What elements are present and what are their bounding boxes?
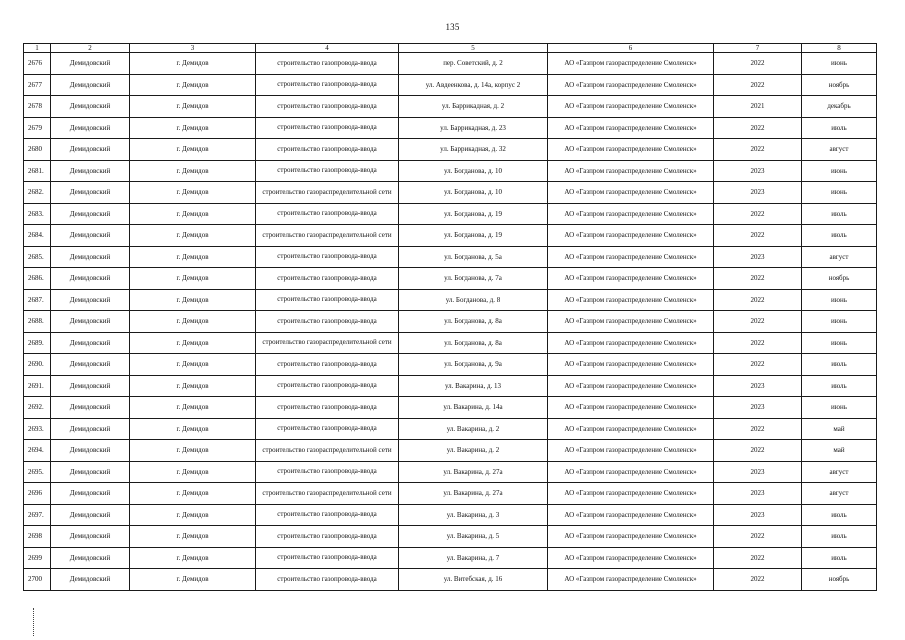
- organization-cell: АО «Газпром газораспределение Смоленск»: [548, 268, 714, 290]
- row-number: 2678: [24, 96, 51, 118]
- column-header-8: 8: [802, 44, 877, 53]
- month-cell: май: [802, 418, 877, 440]
- district-cell: Демидовский: [51, 397, 130, 419]
- column-header-3: 3: [130, 44, 256, 53]
- table-row: [24, 74, 877, 96]
- work-type-cell: строительство газопровода-ввода: [256, 117, 399, 139]
- district-cell: Демидовский: [51, 289, 130, 311]
- table-row: [24, 418, 877, 440]
- row-number: 2693.: [24, 418, 51, 440]
- organization-cell: АО «Газпром газораспределение Смоленск»: [548, 74, 714, 96]
- header-row: [24, 44, 877, 53]
- work-type-cell: строительство газопровода-ввода: [256, 139, 399, 161]
- town-cell: г. Демидов: [130, 418, 256, 440]
- gasification-schedule-table: [23, 43, 877, 591]
- row-number: 2676: [24, 53, 51, 75]
- town-cell: г. Демидов: [130, 203, 256, 225]
- work-type-cell: строительство газопровода-ввода: [256, 203, 399, 225]
- table-row: [24, 246, 877, 268]
- district-cell: Демидовский: [51, 504, 130, 526]
- district-cell: Демидовский: [51, 139, 130, 161]
- work-type-cell: строительство газопровода-ввода: [256, 418, 399, 440]
- district-cell: Демидовский: [51, 160, 130, 182]
- work-type-cell: строительство газопровода-ввода: [256, 504, 399, 526]
- row-number: 2685.: [24, 246, 51, 268]
- table-row: [24, 96, 877, 118]
- organization-cell: АО «Газпром газораспределение Смоленск»: [548, 225, 714, 247]
- town-cell: г. Демидов: [130, 53, 256, 75]
- year-cell: 2023: [714, 483, 802, 505]
- organization-cell: АО «Газпром газораспределение Смоленск»: [548, 375, 714, 397]
- organization-cell: АО «Газпром газораспределение Смоленск»: [548, 311, 714, 333]
- table-row: [24, 375, 877, 397]
- address-cell: ул. Богданова, д. 19: [399, 203, 548, 225]
- district-cell: Демидовский: [51, 418, 130, 440]
- work-type-cell: строительство газопровода-ввода: [256, 547, 399, 569]
- organization-cell: АО «Газпром газораспределение Смоленск»: [548, 96, 714, 118]
- table-row: [24, 289, 877, 311]
- address-cell: ул. Богданова, д. 10: [399, 160, 548, 182]
- address-cell: ул. Вакарина, д. 3: [399, 504, 548, 526]
- address-cell: ул. Вакарина, д. 27а: [399, 483, 548, 505]
- year-cell: 2022: [714, 440, 802, 462]
- work-type-cell: строительство газопровода-ввода: [256, 354, 399, 376]
- district-cell: Демидовский: [51, 117, 130, 139]
- work-type-cell: строительство газопровода-ввода: [256, 375, 399, 397]
- month-cell: июнь: [802, 311, 877, 333]
- row-number: 2699: [24, 547, 51, 569]
- work-type-cell: строительство газораспределительной сети: [256, 332, 399, 354]
- district-cell: Демидовский: [51, 96, 130, 118]
- town-cell: г. Демидов: [130, 483, 256, 505]
- table-row: [24, 461, 877, 483]
- table-row: [24, 332, 877, 354]
- town-cell: г. Демидов: [130, 225, 256, 247]
- district-cell: Демидовский: [51, 526, 130, 548]
- month-cell: июль: [802, 547, 877, 569]
- month-cell: август: [802, 483, 877, 505]
- table-row: [24, 182, 877, 204]
- town-cell: г. Демидов: [130, 397, 256, 419]
- town-cell: г. Демидов: [130, 289, 256, 311]
- organization-cell: АО «Газпром газораспределение Смоленск»: [548, 289, 714, 311]
- month-cell: июнь: [802, 289, 877, 311]
- town-cell: г. Демидов: [130, 268, 256, 290]
- district-cell: Демидовский: [51, 483, 130, 505]
- column-header-6: 6: [548, 44, 714, 53]
- address-cell: ул. Богданова, д. 8: [399, 289, 548, 311]
- address-cell: ул. Вакарина, д. 13: [399, 375, 548, 397]
- district-cell: Демидовский: [51, 74, 130, 96]
- table-row: [24, 483, 877, 505]
- table-row: [24, 547, 877, 569]
- district-cell: Демидовский: [51, 440, 130, 462]
- year-cell: 2022: [714, 117, 802, 139]
- district-cell: Демидовский: [51, 547, 130, 569]
- organization-cell: АО «Газпром газораспределение Смоленск»: [548, 440, 714, 462]
- row-number: 2688.: [24, 311, 51, 333]
- row-number: 2695.: [24, 461, 51, 483]
- organization-cell: АО «Газпром газораспределение Смоленск»: [548, 203, 714, 225]
- month-cell: июнь: [802, 182, 877, 204]
- year-cell: 2022: [714, 53, 802, 75]
- district-cell: Демидовский: [51, 461, 130, 483]
- column-header-7: 7: [714, 44, 802, 53]
- town-cell: г. Демидов: [130, 160, 256, 182]
- address-cell: ул. Богданова, д. 7а: [399, 268, 548, 290]
- work-type-cell: строительство газопровода-ввода: [256, 461, 399, 483]
- address-cell: ул. Вакарина, д. 27а: [399, 461, 548, 483]
- town-cell: г. Демидов: [130, 504, 256, 526]
- district-cell: Демидовский: [51, 569, 130, 591]
- town-cell: г. Демидов: [130, 117, 256, 139]
- table-row: [24, 225, 877, 247]
- year-cell: 2022: [714, 225, 802, 247]
- town-cell: г. Демидов: [130, 332, 256, 354]
- table-row: [24, 117, 877, 139]
- town-cell: г. Демидов: [130, 182, 256, 204]
- row-number: 2679: [24, 117, 51, 139]
- address-cell: ул. Вакарина, д. 7: [399, 547, 548, 569]
- row-number: 2677: [24, 74, 51, 96]
- organization-cell: АО «Газпром газораспределение Смоленск»: [548, 332, 714, 354]
- table-header: [24, 44, 877, 53]
- table-row: [24, 354, 877, 376]
- address-cell: ул. Баррикадная, д. 32: [399, 139, 548, 161]
- address-cell: ул. Богданова, д. 10: [399, 182, 548, 204]
- work-type-cell: строительство газопровода-ввода: [256, 96, 399, 118]
- town-cell: г. Демидов: [130, 246, 256, 268]
- organization-cell: АО «Газпром газораспределение Смоленск»: [548, 160, 714, 182]
- district-cell: Демидовский: [51, 332, 130, 354]
- address-cell: ул. Богданова, д. 8а: [399, 311, 548, 333]
- year-cell: 2022: [714, 354, 802, 376]
- year-cell: 2023: [714, 375, 802, 397]
- work-type-cell: строительство газопровода-ввода: [256, 569, 399, 591]
- year-cell: 2023: [714, 504, 802, 526]
- work-type-cell: строительство газораспределительной сети: [256, 225, 399, 247]
- column-header-4: 4: [256, 44, 399, 53]
- month-cell: ноябрь: [802, 569, 877, 591]
- town-cell: г. Демидов: [130, 569, 256, 591]
- year-cell: 2022: [714, 203, 802, 225]
- organization-cell: АО «Газпром газораспределение Смоленск»: [548, 461, 714, 483]
- district-cell: Демидовский: [51, 311, 130, 333]
- row-number: 2696: [24, 483, 51, 505]
- address-cell: ул. Вакарина, д. 2: [399, 440, 548, 462]
- row-number: 2686.: [24, 268, 51, 290]
- month-cell: май: [802, 440, 877, 462]
- work-type-cell: строительство газопровода-ввода: [256, 74, 399, 96]
- page-number: 135: [445, 22, 460, 32]
- address-cell: ул. Баррикадная, д. 23: [399, 117, 548, 139]
- year-cell: 2021: [714, 96, 802, 118]
- month-cell: ноябрь: [802, 268, 877, 290]
- month-cell: ноябрь: [802, 74, 877, 96]
- month-cell: август: [802, 246, 877, 268]
- work-type-cell: строительство газопровода-ввода: [256, 526, 399, 548]
- row-number: 2689.: [24, 332, 51, 354]
- month-cell: июль: [802, 504, 877, 526]
- row-number: 2698: [24, 526, 51, 548]
- district-cell: Демидовский: [51, 246, 130, 268]
- table-row: [24, 440, 877, 462]
- work-type-cell: строительство газопровода-ввода: [256, 53, 399, 75]
- month-cell: август: [802, 139, 877, 161]
- year-cell: 2022: [714, 289, 802, 311]
- year-cell: 2022: [714, 139, 802, 161]
- month-cell: июль: [802, 375, 877, 397]
- address-cell: ул. Баррикадная, д. 2: [399, 96, 548, 118]
- organization-cell: АО «Газпром газораспределение Смоленск»: [548, 117, 714, 139]
- address-cell: ул. Авдеенкова, д. 14а, корпус 2: [399, 74, 548, 96]
- table-row: [24, 139, 877, 161]
- organization-cell: АО «Газпром газораспределение Смоленск»: [548, 483, 714, 505]
- work-type-cell: строительство газопровода-ввода: [256, 268, 399, 290]
- month-cell: июнь: [802, 397, 877, 419]
- year-cell: 2023: [714, 461, 802, 483]
- district-cell: Демидовский: [51, 375, 130, 397]
- year-cell: 2022: [714, 268, 802, 290]
- organization-cell: АО «Газпром газораспределение Смоленск»: [548, 182, 714, 204]
- town-cell: г. Демидов: [130, 526, 256, 548]
- address-cell: ул. Богданова, д. 8а: [399, 332, 548, 354]
- district-cell: Демидовский: [51, 203, 130, 225]
- town-cell: г. Демидов: [130, 74, 256, 96]
- district-cell: Демидовский: [51, 225, 130, 247]
- address-cell: пер. Советский, д. 2: [399, 53, 548, 75]
- month-cell: декабрь: [802, 96, 877, 118]
- month-cell: июль: [802, 203, 877, 225]
- address-cell: ул. Богданова, д. 19: [399, 225, 548, 247]
- row-number: 2692.: [24, 397, 51, 419]
- work-type-cell: строительство газопровода-ввода: [256, 160, 399, 182]
- month-cell: июль: [802, 225, 877, 247]
- work-type-cell: строительство газопровода-ввода: [256, 397, 399, 419]
- table-body: [24, 53, 877, 591]
- month-cell: август: [802, 461, 877, 483]
- organization-cell: АО «Газпром газораспределение Смоленск»: [548, 504, 714, 526]
- row-number: 2694.: [24, 440, 51, 462]
- table-row: [24, 569, 877, 591]
- organization-cell: АО «Газпром газораспределение Смоленск»: [548, 354, 714, 376]
- column-header-2: 2: [51, 44, 130, 53]
- organization-cell: АО «Газпром газораспределение Смоленск»: [548, 397, 714, 419]
- year-cell: 2022: [714, 332, 802, 354]
- work-type-cell: строительство газопровода-ввода: [256, 289, 399, 311]
- scan-margin-mark: [33, 608, 35, 636]
- year-cell: 2022: [714, 526, 802, 548]
- row-number: 2690.: [24, 354, 51, 376]
- year-cell: 2023: [714, 160, 802, 182]
- town-cell: г. Демидов: [130, 547, 256, 569]
- address-cell: ул. Витебская, д. 16: [399, 569, 548, 591]
- work-type-cell: строительство газораспределительной сети: [256, 182, 399, 204]
- row-number: 2683.: [24, 203, 51, 225]
- year-cell: 2022: [714, 569, 802, 591]
- row-number: 2680: [24, 139, 51, 161]
- organization-cell: АО «Газпром газораспределение Смоленск»: [548, 246, 714, 268]
- month-cell: июль: [802, 354, 877, 376]
- year-cell: 2023: [714, 397, 802, 419]
- column-header-5: 5: [399, 44, 548, 53]
- work-type-cell: строительство газораспределительной сети: [256, 440, 399, 462]
- month-cell: июнь: [802, 53, 877, 75]
- table-row: [24, 526, 877, 548]
- table-row: [24, 160, 877, 182]
- row-number: 2687.: [24, 289, 51, 311]
- row-number: 2691.: [24, 375, 51, 397]
- town-cell: г. Демидов: [130, 354, 256, 376]
- town-cell: г. Демидов: [130, 139, 256, 161]
- row-number: 2700: [24, 569, 51, 591]
- organization-cell: АО «Газпром газораспределение Смоленск»: [548, 53, 714, 75]
- month-cell: июнь: [802, 160, 877, 182]
- month-cell: июль: [802, 117, 877, 139]
- year-cell: 2022: [714, 547, 802, 569]
- table-row: [24, 53, 877, 75]
- month-cell: июнь: [802, 332, 877, 354]
- table-row: [24, 504, 877, 526]
- town-cell: г. Демидов: [130, 96, 256, 118]
- address-cell: ул. Вакарина, д. 2: [399, 418, 548, 440]
- row-number: 2684.: [24, 225, 51, 247]
- town-cell: г. Демидов: [130, 375, 256, 397]
- work-type-cell: строительство газораспределительной сети: [256, 483, 399, 505]
- address-cell: ул. Вакарина, д. 5: [399, 526, 548, 548]
- year-cell: 2022: [714, 74, 802, 96]
- address-cell: ул. Вакарина, д. 14а: [399, 397, 548, 419]
- address-cell: ул. Богданова, д. 5а: [399, 246, 548, 268]
- month-cell: июль: [802, 526, 877, 548]
- table-row: [24, 203, 877, 225]
- organization-cell: АО «Газпром газораспределение Смоленск»: [548, 418, 714, 440]
- address-cell: ул. Богданова, д. 9а: [399, 354, 548, 376]
- year-cell: 2022: [714, 418, 802, 440]
- district-cell: Демидовский: [51, 354, 130, 376]
- district-cell: Демидовский: [51, 182, 130, 204]
- organization-cell: АО «Газпром газораспределение Смоленск»: [548, 139, 714, 161]
- table-row: [24, 268, 877, 290]
- row-number: 2681.: [24, 160, 51, 182]
- row-number: 2697.: [24, 504, 51, 526]
- work-type-cell: строительство газопровода-ввода: [256, 246, 399, 268]
- table-row: [24, 311, 877, 333]
- district-cell: Демидовский: [51, 53, 130, 75]
- year-cell: 2023: [714, 246, 802, 268]
- table-row: [24, 397, 877, 419]
- year-cell: 2023: [714, 182, 802, 204]
- town-cell: г. Демидов: [130, 311, 256, 333]
- town-cell: г. Демидов: [130, 461, 256, 483]
- organization-cell: АО «Газпром газораспределение Смоленск»: [548, 569, 714, 591]
- organization-cell: АО «Газпром газораспределение Смоленск»: [548, 547, 714, 569]
- district-cell: Демидовский: [51, 268, 130, 290]
- column-header-1: 1: [24, 44, 51, 53]
- work-type-cell: строительство газопровода-ввода: [256, 311, 399, 333]
- row-number: 2682.: [24, 182, 51, 204]
- town-cell: г. Демидов: [130, 440, 256, 462]
- organization-cell: АО «Газпром газораспределение Смоленск»: [548, 526, 714, 548]
- year-cell: 2022: [714, 311, 802, 333]
